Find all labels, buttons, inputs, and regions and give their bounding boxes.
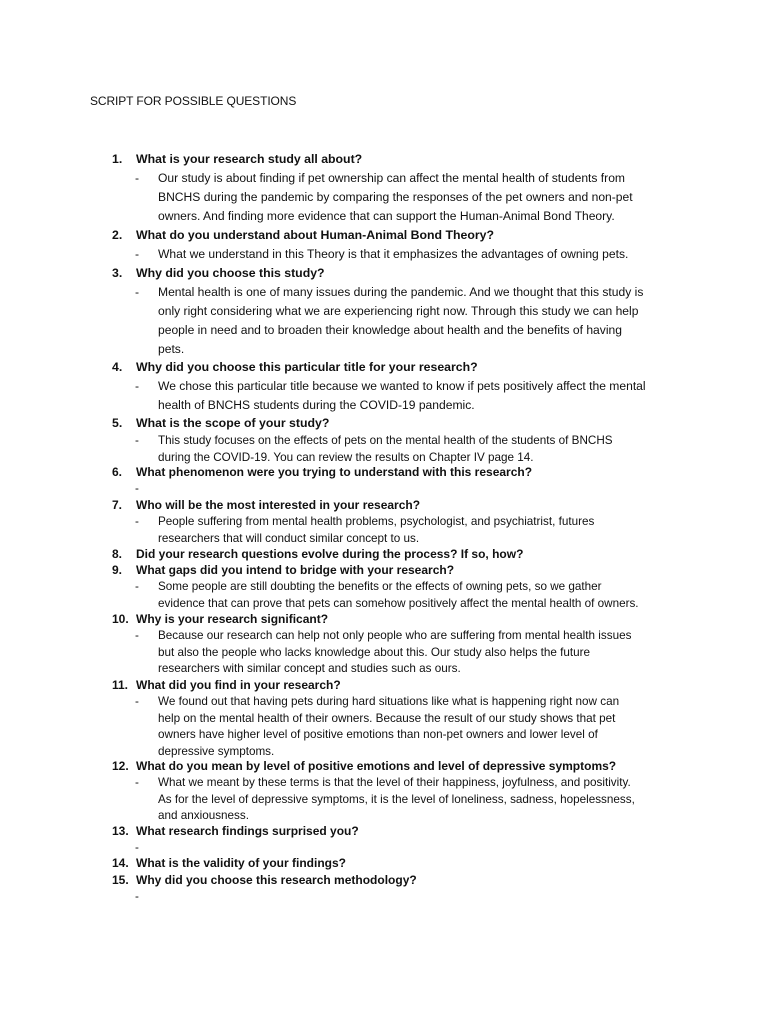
answer-line: owners. And finding more evidence that can support the Human-Animal Bond Theory. (158, 209, 615, 223)
qa-item (112, 855, 692, 872)
question-number: 5. (112, 416, 123, 430)
answer-line: owners have higher level of positive emotions than non-pet owners and lower level of (158, 728, 598, 741)
document-title: SCRIPT FOR POSSIBLE QUESTIONS (90, 94, 297, 108)
qa-item (112, 264, 692, 359)
question-text: Why did you choose this study? (136, 266, 325, 280)
answer-dash: - (135, 776, 139, 789)
answer-line: Mental health is one of many issues during the pandemic. And we thought that this study is (158, 285, 644, 299)
answer (112, 775, 678, 825)
answer-line: researchers that will conduct similar concept to us. (158, 531, 420, 545)
question (112, 497, 692, 514)
answer-dash: - (135, 841, 139, 854)
answer (112, 694, 678, 760)
question-text: Why is your research significant? (136, 612, 329, 626)
answer (112, 433, 678, 466)
answer-dash: - (135, 482, 139, 495)
answer-line: but also the people who lacks knowledge about this. Our study also helps the future (158, 645, 591, 659)
answer-line: This study focuses on the effects of pets on the mental health of the students of BNCHS (158, 434, 613, 447)
qa-item (112, 546, 692, 563)
qa-item (112, 464, 692, 497)
question-text: What is your research study all about? (136, 152, 363, 166)
answer (112, 514, 678, 547)
question (112, 414, 692, 433)
answer-line: help on the mental health of their owners. Because the result of our study shows that pet (158, 711, 616, 725)
question-text: Why did you choose this research methodology? (136, 873, 417, 887)
question-number: 4. (112, 360, 123, 374)
answer (112, 377, 678, 415)
question (112, 358, 692, 377)
qa-item (112, 497, 692, 547)
question-number: 11. (112, 678, 129, 692)
question-number: 13. (112, 824, 129, 838)
question-number: 3. (112, 266, 123, 280)
answer-dash: - (135, 171, 140, 185)
question-text: Did your research questions evolve during the process? If so, how? (136, 547, 524, 561)
question (112, 823, 692, 840)
answer-line: People suffering from mental health problems, psychologist, and psychiatrist, futures (158, 515, 595, 528)
question-text: Who will be the most interested in your research? (136, 498, 421, 512)
qa-item (112, 823, 692, 856)
answer-dash: - (135, 247, 140, 261)
question (112, 855, 692, 872)
answer-line: depressive symptoms. (158, 744, 275, 758)
question (112, 758, 692, 775)
answer (112, 245, 678, 264)
qa-item (112, 358, 692, 415)
answer-line: What we understand in this Theory is that it emphasizes the advantages of owning pets. (158, 247, 629, 261)
answer-line: BNCHS during the pandemic by comparing the responses of the pet owners and non-pet (158, 190, 633, 204)
question (112, 611, 692, 628)
question (112, 264, 692, 283)
qa-item (112, 677, 692, 760)
answer-line: pets. (158, 342, 185, 356)
answer-line: people in need and to broaden their knowledge about health and the benefits of having (158, 323, 622, 337)
question-number: 2. (112, 228, 123, 242)
question-text: What do you mean by level of positive emotions and level of depressive symptoms? (136, 759, 617, 773)
answer (112, 889, 678, 905)
question (112, 872, 692, 889)
answer-line: during the COVID-19. You can review the results on Chapter IV page 14. (158, 450, 534, 464)
qa-item (112, 226, 692, 264)
question-text: What phenomenon were you trying to understand with this research? (136, 465, 533, 479)
question-text: What is the scope of your study? (136, 416, 330, 430)
answer-dash: - (135, 434, 139, 447)
question-text: What gaps did you intend to bridge with your research? (136, 563, 455, 577)
question (112, 464, 692, 481)
question-number: 10. (112, 612, 129, 626)
answer-dash: - (135, 285, 140, 299)
answer-line: Some people are still doubting the benefits or the effects of owning pets, so we gather (158, 580, 602, 593)
answer-dash: - (135, 629, 139, 642)
answer-line: We chose this particular title because we wanted to know if pets positively affect the mental (158, 379, 646, 393)
qa-answer-block (112, 433, 692, 466)
answer-line: researchers with similar concept and studies such as ours. (158, 662, 461, 675)
question-text: What do you understand about Human-Animal Bond Theory? (136, 228, 494, 242)
answer-dash: - (135, 580, 139, 593)
question (112, 150, 692, 169)
answer-line: We found out that having pets during hard situations like what is happening right now can (158, 695, 620, 708)
question-number: 14. (112, 856, 129, 870)
qa-item (112, 562, 692, 612)
answer-dash: - (135, 515, 139, 528)
question-number: 12. (112, 759, 129, 773)
answer-dash: - (135, 890, 139, 903)
answer-line: As for the level of depressive symptoms, it is the level of loneliness, sadness, hopelessness, (158, 792, 635, 806)
question-number: 8. (112, 547, 123, 561)
question-text: Why did you choose this particular title for your research? (136, 360, 478, 374)
answer (112, 169, 678, 226)
question (112, 677, 692, 694)
answer-line: health of BNCHS students during the COVID-19 pandemic. (158, 398, 475, 412)
question (112, 226, 692, 245)
answer-dash: - (135, 695, 139, 708)
answer (112, 579, 678, 612)
question-number: 9. (112, 563, 123, 577)
answer-line: and anxiousness. (158, 809, 249, 822)
answer (112, 628, 678, 678)
answer (112, 481, 678, 497)
question-text: What did you find in your research? (136, 678, 341, 692)
question-number: 1. (112, 152, 123, 166)
answer (112, 283, 678, 359)
question-text: What is the validity of your findings? (136, 856, 347, 870)
answer-line: Because our research can help not only people who are suffering from mental health issues (158, 629, 632, 642)
question (112, 562, 692, 579)
answer-line: only right considering what we are experiencing right now. Through this study we can help (158, 304, 639, 318)
qa-item (112, 872, 692, 905)
qa-item (112, 611, 692, 678)
question (112, 546, 692, 563)
qa-item (112, 758, 692, 825)
answer-line: Our study is about finding if pet ownership can affect the mental health of students from (158, 171, 625, 185)
question-number: 6. (112, 465, 123, 479)
answer (112, 840, 678, 856)
answer-line: What we meant by these terms is that the level of their happiness, joyfulness, and positivity. (158, 776, 631, 789)
qa-item (112, 150, 692, 226)
question-number: 7. (112, 498, 123, 512)
question-text: What research findings surprised you? (136, 824, 359, 838)
answer-line: evidence that can prove that pets can somehow positively affect the mental health of owners. (158, 596, 639, 610)
question-number: 15. (112, 873, 129, 887)
qa-item (112, 414, 692, 433)
answer-dash: - (135, 379, 140, 393)
